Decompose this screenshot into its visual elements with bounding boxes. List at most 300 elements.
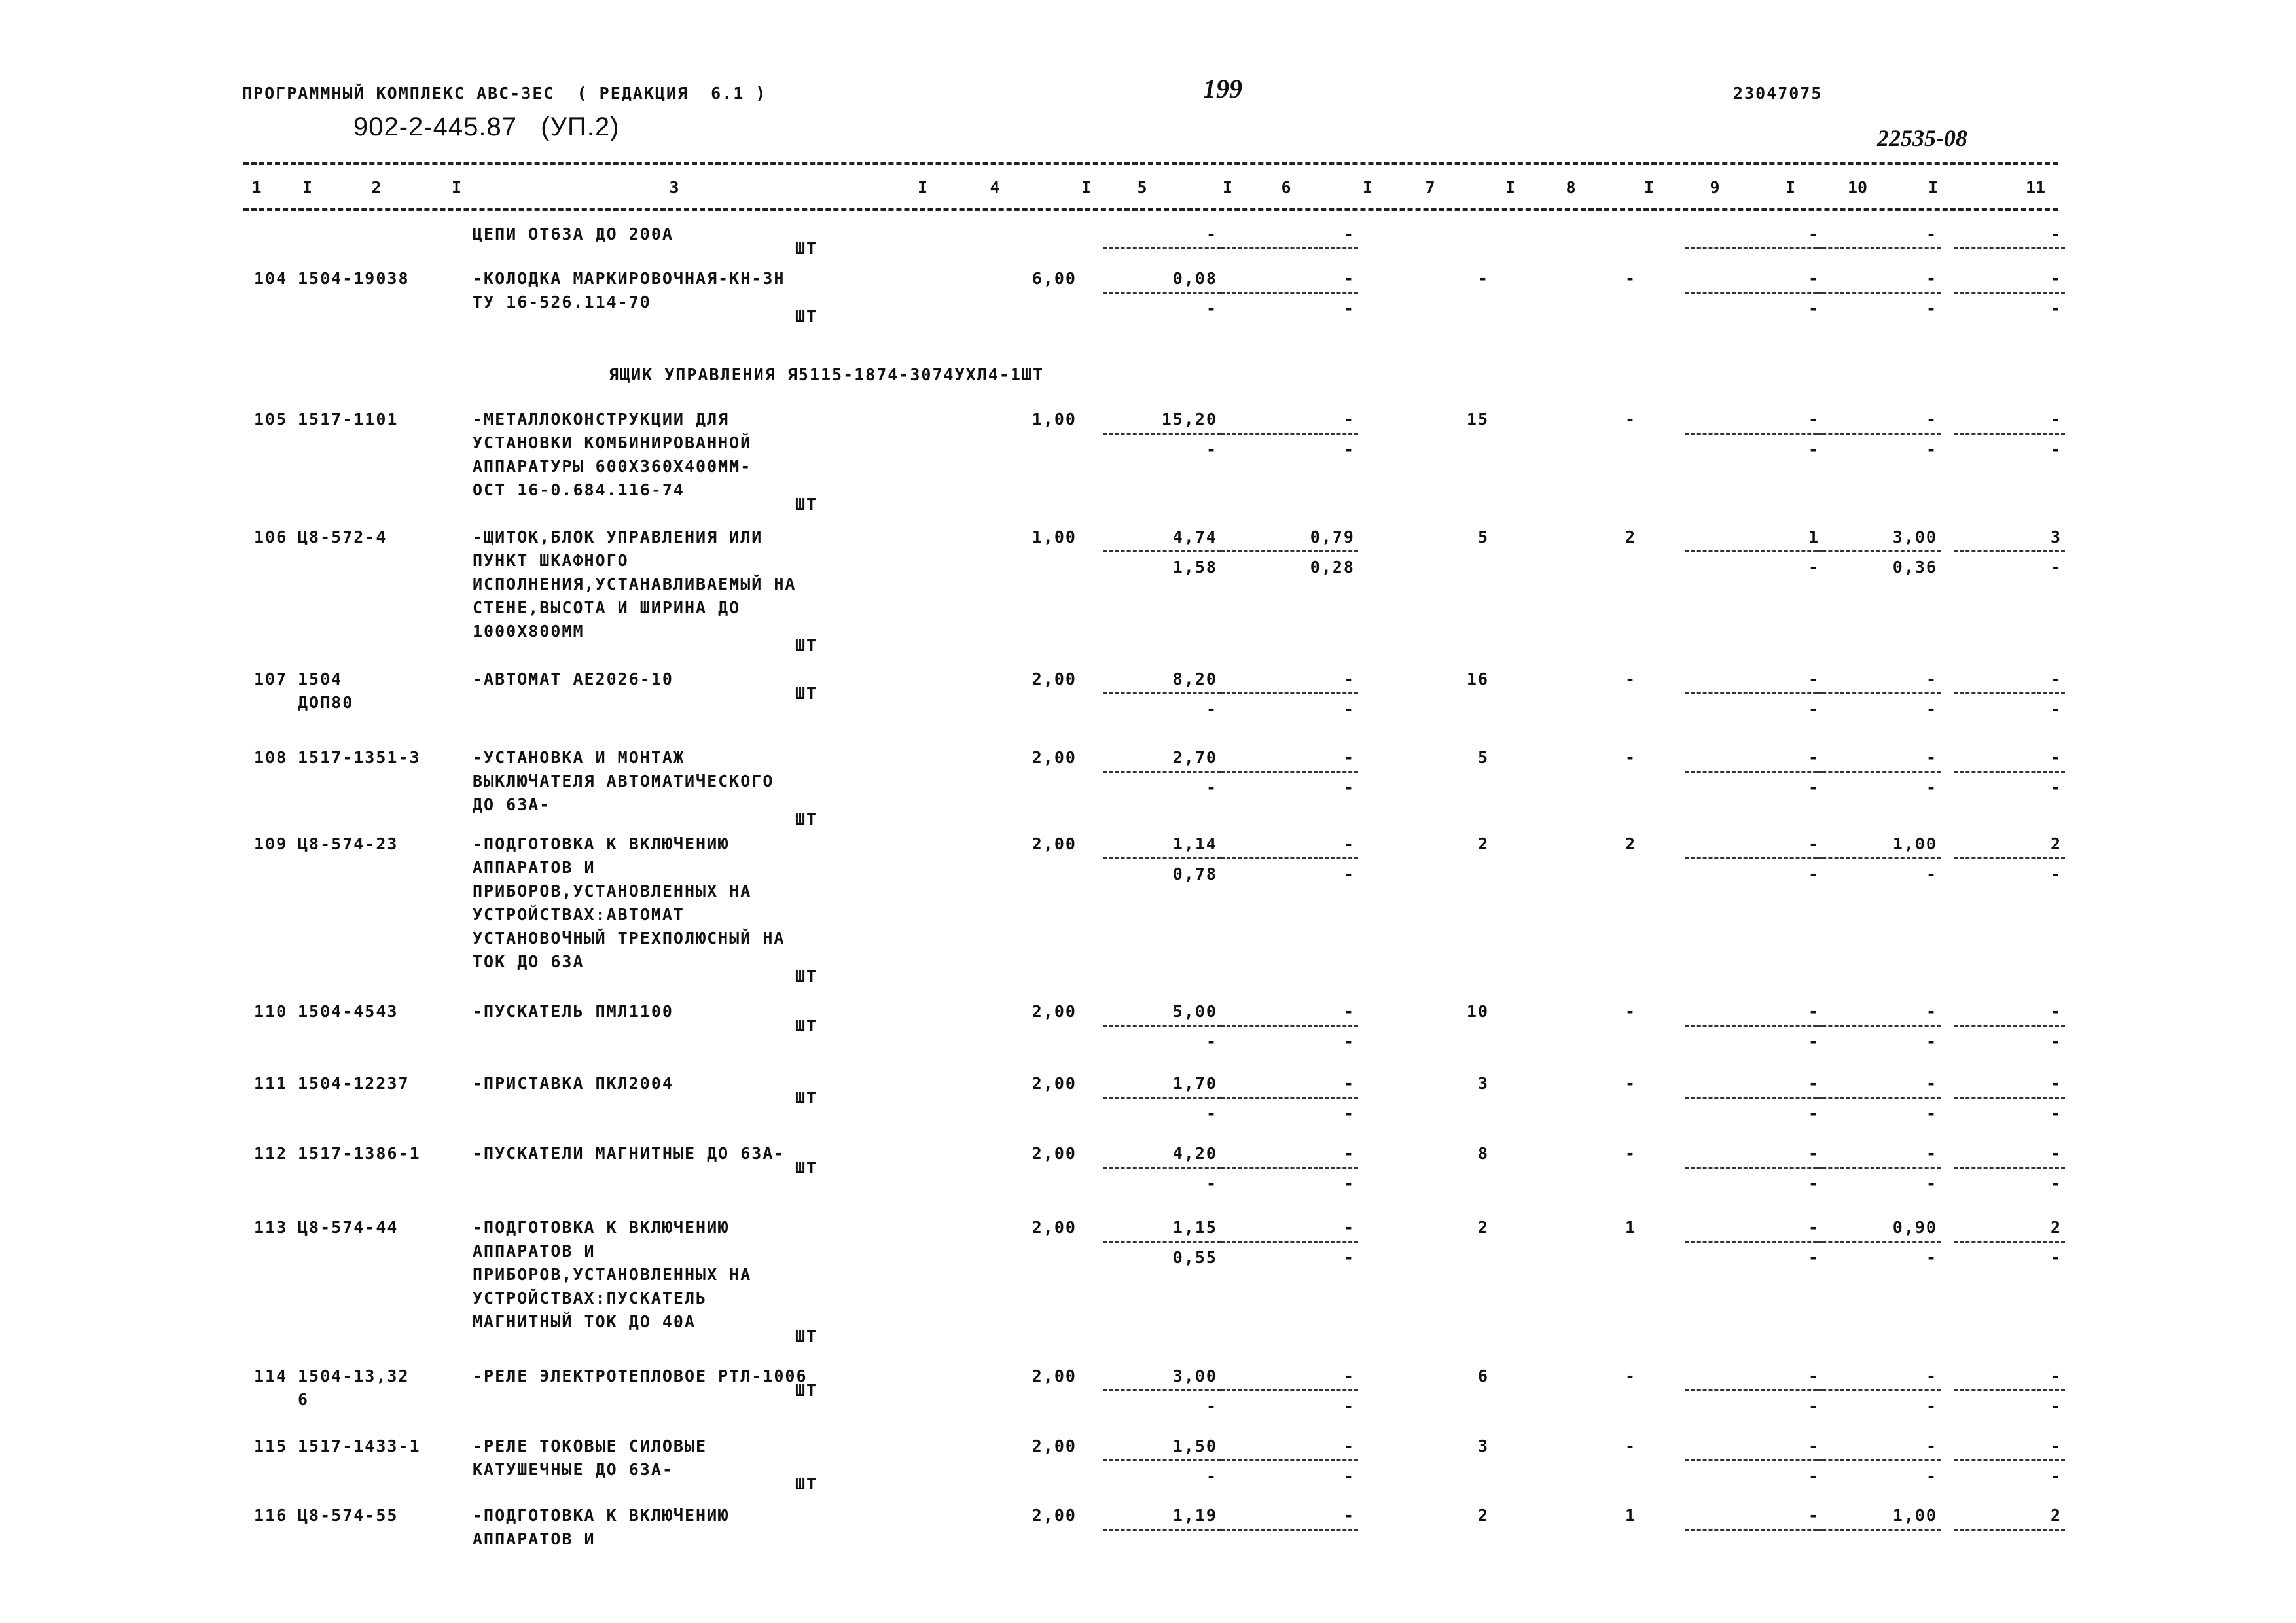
column-6-upper-value: 0,79 bbox=[1310, 527, 1355, 546]
column-10-lower-value: - bbox=[1926, 1104, 1937, 1123]
column-6-upper-value: - bbox=[1343, 224, 1355, 243]
item-description-line: ПУНКТ ШКАФНОГО bbox=[473, 551, 629, 570]
column-11-upper-value: - bbox=[2050, 224, 2062, 243]
column-5-lower-value: - bbox=[1206, 778, 1217, 797]
column-separator: I bbox=[1644, 178, 1655, 197]
column-9-lower-value: - bbox=[1808, 1174, 1820, 1193]
column-11-lower-value: - bbox=[2050, 778, 2062, 797]
column-9-upper-value: - bbox=[1808, 1506, 1820, 1525]
column-6-divider bbox=[1221, 771, 1358, 773]
column-9-upper-value: - bbox=[1808, 1002, 1820, 1021]
column-11-lower-value: - bbox=[2050, 299, 2062, 318]
item-description-line: УСТАНОВКИ КОМБИНИРОВАННОЙ bbox=[473, 433, 752, 452]
column-header-9: 9 bbox=[1710, 178, 1720, 197]
column-11-lower-value: - bbox=[2050, 1467, 2062, 1486]
column-9-lower-value: - bbox=[1808, 1397, 1820, 1416]
column-header-8: 8 bbox=[1566, 178, 1576, 197]
column-11-upper-value: - bbox=[2050, 410, 2062, 429]
item-description-line: -ПОДГОТОВКА К ВКЛЮЧЕНИЮ bbox=[473, 834, 730, 853]
column-5-divider bbox=[1103, 292, 1221, 294]
column-9-lower-value: - bbox=[1808, 440, 1820, 459]
column-4-value: 2,00 bbox=[1031, 1218, 1077, 1237]
column-6-lower-value: - bbox=[1343, 1397, 1355, 1416]
unit-of-measure: ШТ bbox=[795, 636, 818, 655]
item-description-line: -КОЛОДКА МАРКИРОВОЧНАЯ-КН-3Н bbox=[473, 269, 785, 288]
column-11-divider bbox=[1954, 247, 2065, 249]
column-header-7: 7 bbox=[1425, 178, 1435, 197]
column-9-divider bbox=[1685, 1241, 1823, 1243]
column-5-upper-value: 1,70 bbox=[1172, 1074, 1217, 1093]
column-6-upper-value: - bbox=[1343, 1506, 1355, 1525]
resource-code: 1517-1101 bbox=[298, 410, 399, 429]
item-description-line: -УСТАНОВКА И МОНТАЖ bbox=[473, 748, 685, 767]
column-8-value: - bbox=[1624, 669, 1636, 688]
column-11-upper-value: 3 bbox=[2050, 527, 2062, 546]
column-8-value: - bbox=[1624, 748, 1636, 767]
column-9-divider bbox=[1685, 433, 1823, 435]
column-11-upper-value: - bbox=[2050, 1436, 2062, 1455]
column-11-upper-value: - bbox=[2050, 669, 2062, 688]
column-6-upper-value: - bbox=[1343, 748, 1355, 767]
column-7-value: 15 bbox=[1466, 410, 1489, 429]
item-description-line: ИСПОЛНЕНИЯ,УСТАНАВЛИВАЕМЫЙ НА bbox=[473, 575, 797, 594]
column-9-divider bbox=[1685, 1529, 1823, 1531]
column-9-divider bbox=[1685, 1167, 1823, 1169]
row-number: 105 bbox=[254, 410, 288, 429]
column-11-lower-value: - bbox=[2050, 1248, 2062, 1267]
column-9-divider bbox=[1685, 247, 1823, 249]
column-separator: I bbox=[1505, 178, 1516, 197]
item-description-line: -ПОДГОТОВКА К ВКЛЮЧЕНИЮ bbox=[473, 1506, 730, 1525]
column-4-value: 1,00 bbox=[1031, 527, 1077, 546]
row-number: 116 bbox=[254, 1506, 288, 1525]
column-10-upper-value: - bbox=[1926, 1366, 1937, 1385]
column-10-lower-value: - bbox=[1926, 1248, 1937, 1267]
column-4-value: 1,00 bbox=[1031, 410, 1077, 429]
column-6-divider bbox=[1221, 1241, 1358, 1243]
column-6-upper-value: - bbox=[1343, 669, 1355, 688]
item-description-line: -ПРИСТАВКА ПКЛ2004 bbox=[473, 1074, 673, 1093]
column-8-value: - bbox=[1624, 1144, 1636, 1163]
column-11-upper-value: - bbox=[2050, 1144, 2062, 1163]
column-9-lower-value: - bbox=[1808, 865, 1820, 883]
column-5-lower-value: - bbox=[1206, 1104, 1217, 1123]
column-6-lower-value: - bbox=[1343, 778, 1355, 797]
column-11-divider bbox=[1954, 771, 2065, 773]
column-separator: I bbox=[1928, 178, 1939, 197]
column-9-divider bbox=[1685, 692, 1823, 694]
resource-code: 1517-1351-3 bbox=[298, 748, 421, 767]
column-5-divider bbox=[1103, 771, 1221, 773]
item-description-line: МАГНИТНЫЙ ТОК ДО 40А bbox=[473, 1312, 696, 1331]
item-description-line: -ПОДГОТОВКА К ВКЛЮЧЕНИЮ bbox=[473, 1218, 730, 1237]
column-5-upper-value: 2,70 bbox=[1172, 748, 1217, 767]
column-9-divider bbox=[1685, 1459, 1823, 1461]
column-5-lower-value: 1,58 bbox=[1172, 558, 1217, 577]
column-9-upper-value: - bbox=[1808, 748, 1820, 767]
column-6-divider bbox=[1221, 433, 1358, 435]
column-7-value: 2 bbox=[1477, 1218, 1489, 1237]
column-6-upper-value: - bbox=[1343, 1144, 1355, 1163]
column-5-lower-value: - bbox=[1206, 700, 1217, 719]
column-6-lower-value: - bbox=[1343, 700, 1355, 719]
resource-code: Ц8-574-55 bbox=[298, 1506, 399, 1525]
column-6-divider bbox=[1221, 292, 1358, 294]
column-11-lower-value: - bbox=[2050, 1104, 2062, 1123]
column-11-divider bbox=[1954, 1025, 2065, 1027]
item-description-line: УСТРОЙСТВАХ:ПУСКАТЕЛЬ bbox=[473, 1289, 708, 1308]
item-description-line: ВЫКЛЮЧАТЕЛЯ АВТОМАТИЧЕСКОГО bbox=[473, 772, 774, 791]
column-9-lower-value: - bbox=[1808, 1467, 1820, 1486]
column-11-upper-value: - bbox=[2050, 1002, 2062, 1021]
column-10-upper-value: - bbox=[1926, 748, 1937, 767]
column-7-value: 5 bbox=[1477, 748, 1489, 767]
item-description-line: 1000Х800ММ bbox=[473, 622, 584, 641]
column-4-value: 2,00 bbox=[1031, 748, 1077, 767]
resource-code: 1504 bbox=[298, 669, 343, 688]
item-description-line: -РЕЛЕ ЭЛЕКТРОТЕПЛОВОЕ РТЛ-1006 bbox=[473, 1366, 808, 1385]
column-9-upper-value: - bbox=[1808, 1366, 1820, 1385]
column-separator: I bbox=[1223, 178, 1233, 197]
column-5-upper-value: - bbox=[1206, 224, 1217, 243]
column-9-upper-value: - bbox=[1808, 224, 1820, 243]
column-10-divider bbox=[1816, 247, 1941, 249]
column-7-value: 16 bbox=[1466, 669, 1489, 688]
column-9-divider bbox=[1685, 857, 1823, 859]
column-separator: I bbox=[1081, 178, 1092, 197]
item-description-line: КАТУШЕЧНЫЕ ДО 63А- bbox=[473, 1460, 673, 1479]
column-10-upper-value: - bbox=[1926, 269, 1937, 288]
column-11-lower-value: - bbox=[2050, 1397, 2062, 1416]
column-11-lower-value: - bbox=[2050, 1032, 2062, 1051]
column-5-lower-value: - bbox=[1206, 1032, 1217, 1051]
column-10-divider bbox=[1816, 1167, 1941, 1169]
column-10-divider bbox=[1816, 1459, 1941, 1461]
column-11-divider bbox=[1954, 292, 2065, 294]
column-11-lower-value: - bbox=[2050, 440, 2062, 459]
column-9-lower-value: - bbox=[1808, 1248, 1820, 1267]
column-5-lower-value: - bbox=[1206, 1467, 1217, 1486]
section-heading: ЯЩИК УПРАВЛЕНИЯ Я5115-1874-3074УХЛ4-1ШТ bbox=[609, 365, 1044, 384]
column-5-upper-value: 1,14 bbox=[1172, 834, 1217, 853]
column-6-upper-value: - bbox=[1343, 834, 1355, 853]
column-10-upper-value: 3,00 bbox=[1892, 527, 1937, 546]
row-number: 110 bbox=[254, 1002, 288, 1021]
column-6-lower-value: - bbox=[1343, 1467, 1355, 1486]
column-6-divider bbox=[1221, 247, 1358, 249]
row-number: 115 bbox=[254, 1436, 288, 1455]
column-header-5: 5 bbox=[1137, 178, 1147, 197]
item-description-line: ПРИБОРОВ,УСТАНОВЛЕННЫХ НА bbox=[473, 882, 752, 901]
row-number: 104 bbox=[254, 269, 288, 288]
resource-code: 1504-13,32 bbox=[298, 1366, 410, 1385]
page-number: 199 bbox=[1203, 74, 1242, 103]
column-7-value: 2 bbox=[1477, 1506, 1489, 1525]
column-8-value: - bbox=[1624, 410, 1636, 429]
column-9-divider bbox=[1685, 550, 1823, 552]
column-9-upper-value: - bbox=[1808, 1074, 1820, 1093]
column-11-divider bbox=[1954, 433, 2065, 435]
column-10-divider bbox=[1816, 1241, 1941, 1243]
column-9-upper-value: - bbox=[1808, 834, 1820, 853]
unit-of-measure: ШТ bbox=[795, 1327, 818, 1346]
column-11-lower-value: - bbox=[2050, 558, 2062, 577]
column-11-lower-value: - bbox=[2050, 700, 2062, 719]
column-10-divider bbox=[1816, 292, 1941, 294]
resource-code: 1517-1433-1 bbox=[298, 1436, 421, 1455]
sheet-reference: 22535-08 bbox=[1877, 125, 1967, 151]
column-11-lower-value: - bbox=[2050, 865, 2062, 883]
column-6-upper-value: - bbox=[1343, 269, 1355, 288]
column-9-upper-value: - bbox=[1808, 269, 1820, 288]
column-9-divider bbox=[1685, 292, 1823, 294]
column-9-upper-value: 1 bbox=[1808, 527, 1820, 546]
column-5-divider bbox=[1103, 550, 1221, 552]
column-8-value: 2 bbox=[1624, 834, 1636, 853]
column-header-11: 11 bbox=[2025, 178, 2046, 197]
column-10-upper-value: - bbox=[1926, 1144, 1937, 1163]
column-10-lower-value: - bbox=[1926, 700, 1937, 719]
item-description-line: ДО 63А- bbox=[473, 795, 551, 814]
item-description-line: -ЩИТОК,БЛОК УПРАВЛЕНИЯ ИЛИ bbox=[473, 527, 763, 546]
row-number: 111 bbox=[254, 1074, 288, 1093]
column-6-upper-value: - bbox=[1343, 1002, 1355, 1021]
column-5-upper-value: 5,00 bbox=[1172, 1002, 1217, 1021]
column-10-lower-value: - bbox=[1926, 1174, 1937, 1193]
column-header-10: 10 bbox=[1847, 178, 1868, 197]
resource-code: 1504-4543 bbox=[298, 1002, 399, 1021]
column-9-divider bbox=[1685, 1097, 1823, 1099]
row-number: 107 bbox=[254, 669, 288, 688]
row-number: 106 bbox=[254, 527, 288, 546]
resource-code: Ц8-574-44 bbox=[298, 1218, 399, 1237]
column-4-value: 2,00 bbox=[1031, 1366, 1077, 1385]
column-5-upper-value: 1,19 bbox=[1172, 1506, 1217, 1525]
column-6-lower-value: - bbox=[1343, 299, 1355, 318]
column-separator: I bbox=[1363, 178, 1373, 197]
column-6-divider bbox=[1221, 1025, 1358, 1027]
resource-code-continued: ДОП80 bbox=[298, 693, 354, 712]
column-10-divider bbox=[1816, 692, 1941, 694]
resource-code: Ц8-572-4 bbox=[298, 527, 387, 546]
column-8-value: 2 bbox=[1624, 527, 1636, 546]
column-separator: I bbox=[452, 178, 462, 197]
column-5-divider bbox=[1103, 692, 1221, 694]
column-11-divider bbox=[1954, 1529, 2065, 1531]
column-11-upper-value: - bbox=[2050, 1366, 2062, 1385]
column-10-lower-value: 0,36 bbox=[1892, 558, 1937, 577]
column-9-lower-value: - bbox=[1808, 299, 1820, 318]
column-9-lower-value: - bbox=[1808, 778, 1820, 797]
unit-of-measure: ШТ bbox=[795, 239, 818, 258]
column-header-4: 4 bbox=[990, 178, 1000, 197]
column-9-lower-value: - bbox=[1808, 700, 1820, 719]
column-8-value: 1 bbox=[1624, 1218, 1636, 1237]
resource-code: Ц8-574-23 bbox=[298, 834, 399, 853]
column-4-value: 2,00 bbox=[1031, 1436, 1077, 1455]
column-5-divider bbox=[1103, 433, 1221, 435]
column-6-divider bbox=[1221, 692, 1358, 694]
column-8-value: - bbox=[1624, 1366, 1636, 1385]
column-6-lower-value: - bbox=[1343, 1032, 1355, 1051]
column-7-value: 6 bbox=[1477, 1366, 1489, 1385]
column-separator: I bbox=[302, 178, 313, 197]
row-number: 108 bbox=[254, 748, 288, 767]
column-9-divider bbox=[1685, 1025, 1823, 1027]
column-9-upper-value: - bbox=[1808, 1144, 1820, 1163]
column-9-upper-value: - bbox=[1808, 410, 1820, 429]
column-6-divider bbox=[1221, 1459, 1358, 1461]
column-header-6: 6 bbox=[1281, 178, 1291, 197]
column-5-upper-value: 4,74 bbox=[1172, 527, 1217, 546]
item-description-line: АППАРАТОВ И bbox=[473, 858, 596, 877]
item-description-line: АППАРАТУРЫ 600Х360Х400ММ- bbox=[473, 457, 752, 476]
program-title: ПРОГРАММНЫЙ КОМПЛЕКС АВС-3ЕС ( РЕДАКЦИЯ 6.1 ) bbox=[242, 84, 767, 103]
column-5-upper-value: 15,20 bbox=[1161, 410, 1217, 429]
column-11-upper-value: - bbox=[2050, 748, 2062, 767]
column-11-divider bbox=[1954, 857, 2065, 859]
column-5-divider bbox=[1103, 247, 1221, 249]
column-5-upper-value: 0,08 bbox=[1172, 269, 1217, 288]
column-11-divider bbox=[1954, 1097, 2065, 1099]
header-bottom-rule bbox=[243, 208, 2058, 211]
column-9-lower-value: - bbox=[1808, 558, 1820, 577]
unit-of-measure: ШТ bbox=[795, 1158, 818, 1177]
column-11-divider bbox=[1954, 1241, 2065, 1243]
column-6-upper-value: - bbox=[1343, 1366, 1355, 1385]
column-10-upper-value: - bbox=[1926, 1002, 1937, 1021]
column-separator: I bbox=[918, 178, 928, 197]
column-10-upper-value: - bbox=[1926, 224, 1937, 243]
column-9-divider bbox=[1685, 1389, 1823, 1391]
column-header-1: 1 bbox=[251, 178, 262, 197]
column-6-upper-value: - bbox=[1343, 1218, 1355, 1237]
item-description-line: -РЕЛЕ ТОКОВЫЕ СИЛОВЫЕ bbox=[473, 1436, 708, 1455]
column-5-divider bbox=[1103, 1097, 1221, 1099]
column-10-lower-value: - bbox=[1926, 299, 1937, 318]
column-5-lower-value: 0,55 bbox=[1172, 1248, 1217, 1267]
column-10-lower-value: - bbox=[1926, 1467, 1937, 1486]
resource-code: 1517-1386-1 bbox=[298, 1144, 421, 1163]
row-number: 112 bbox=[254, 1144, 288, 1163]
column-11-lower-value: - bbox=[2050, 1174, 2062, 1193]
column-5-lower-value: - bbox=[1206, 299, 1217, 318]
column-10-upper-value: - bbox=[1926, 1436, 1937, 1455]
doc-code: 23047075 bbox=[1733, 84, 1823, 103]
column-9-divider bbox=[1685, 771, 1823, 773]
unit-of-measure: ШТ bbox=[795, 1016, 818, 1035]
column-5-divider bbox=[1103, 1459, 1221, 1461]
resource-code-continued: 6 bbox=[298, 1390, 310, 1409]
column-10-divider bbox=[1816, 1529, 1941, 1531]
column-7-value: 3 bbox=[1477, 1436, 1489, 1455]
column-4-value: 2,00 bbox=[1031, 669, 1077, 688]
item-description-line: -ПУСКАТЕЛИ МАГНИТНЫЕ ДО 63А- bbox=[473, 1144, 785, 1163]
column-8-value: - bbox=[1624, 1002, 1636, 1021]
column-9-upper-value: - bbox=[1808, 669, 1820, 688]
column-11-upper-value: - bbox=[2050, 269, 2062, 288]
column-11-divider bbox=[1954, 550, 2065, 552]
column-5-divider bbox=[1103, 1529, 1221, 1531]
column-header-3: 3 bbox=[669, 178, 679, 197]
column-separator: I bbox=[1785, 178, 1796, 197]
column-6-upper-value: - bbox=[1343, 410, 1355, 429]
column-7-value: 10 bbox=[1466, 1002, 1489, 1021]
column-5-upper-value: 8,20 bbox=[1172, 669, 1217, 688]
item-description-line: УСТАНОВОЧНЫЙ ТРЕХПОЛЮСНЫЙ НА bbox=[473, 929, 785, 948]
column-11-upper-value: 2 bbox=[2050, 834, 2062, 853]
column-10-lower-value: - bbox=[1926, 440, 1937, 459]
column-11-upper-value: 2 bbox=[2050, 1506, 2062, 1525]
unit-of-measure: ШТ bbox=[795, 1088, 818, 1107]
column-6-divider bbox=[1221, 857, 1358, 859]
column-5-lower-value: - bbox=[1206, 1397, 1217, 1416]
column-7-value: 5 bbox=[1477, 527, 1489, 546]
column-10-upper-value: - bbox=[1926, 410, 1937, 429]
column-5-upper-value: 1,15 bbox=[1172, 1218, 1217, 1237]
column-11-upper-value: 2 bbox=[2050, 1218, 2062, 1237]
column-9-upper-value: - bbox=[1808, 1436, 1820, 1455]
item-description-line: СТЕНЕ,ВЫСОТА И ШИРИНА ДО bbox=[473, 598, 741, 617]
column-8-value: 1 bbox=[1624, 1506, 1636, 1525]
column-10-upper-value: 1,00 bbox=[1892, 834, 1937, 853]
column-6-divider bbox=[1221, 1389, 1358, 1391]
row-number: 109 bbox=[254, 834, 288, 853]
column-10-divider bbox=[1816, 1389, 1941, 1391]
item-description-line: -МЕТАЛЛОКОНСТРУКЦИИ ДЛЯ bbox=[473, 410, 730, 429]
resource-code: 1504-19038 bbox=[298, 269, 410, 288]
column-6-lower-value: 0,28 bbox=[1310, 558, 1355, 577]
column-10-upper-value: - bbox=[1926, 1074, 1937, 1093]
column-10-lower-value: - bbox=[1926, 778, 1937, 797]
column-7-value: 3 bbox=[1477, 1074, 1489, 1093]
item-description-line: ОСТ 16-0.684.116-74 bbox=[473, 480, 685, 499]
row-number: 114 bbox=[254, 1366, 288, 1385]
header-top-rule bbox=[243, 162, 2058, 165]
column-header-2: 2 bbox=[371, 178, 382, 197]
item-description-line: УСТРОЙСТВАХ:АВТОМАТ bbox=[473, 905, 685, 924]
column-5-lower-value: - bbox=[1206, 440, 1217, 459]
column-6-lower-value: - bbox=[1343, 865, 1355, 883]
column-11-divider bbox=[1954, 1389, 2065, 1391]
column-5-upper-value: 4,20 bbox=[1172, 1144, 1217, 1163]
column-11-divider bbox=[1954, 1459, 2065, 1461]
column-11-upper-value: - bbox=[2050, 1074, 2062, 1093]
column-6-lower-value: - bbox=[1343, 1248, 1355, 1267]
column-6-lower-value: - bbox=[1343, 1104, 1355, 1123]
item-description-line: АППАРАТОВ И bbox=[473, 1529, 596, 1548]
column-5-divider bbox=[1103, 1025, 1221, 1027]
item-description-line: ТУ 16-526.114-70 bbox=[473, 293, 651, 312]
unit-of-measure: ШТ bbox=[795, 684, 818, 703]
unit-of-measure: ШТ bbox=[795, 1381, 818, 1400]
item-description-line: -АВТОМАТ АЕ2026-10 bbox=[473, 669, 673, 688]
column-9-upper-value: - bbox=[1808, 1218, 1820, 1237]
column-10-divider bbox=[1816, 1097, 1941, 1099]
column-5-divider bbox=[1103, 1167, 1221, 1169]
column-11-divider bbox=[1954, 692, 2065, 694]
column-10-upper-value: 1,00 bbox=[1892, 1506, 1937, 1525]
column-8-value: - bbox=[1624, 1436, 1636, 1455]
column-5-upper-value: 3,00 bbox=[1172, 1366, 1217, 1385]
item-description-line: ЦЕПИ ОТ63А ДО 200А bbox=[473, 224, 673, 243]
column-4-value: 2,00 bbox=[1031, 1002, 1077, 1021]
column-10-upper-value: 0,90 bbox=[1892, 1218, 1937, 1237]
column-6-lower-value: - bbox=[1343, 440, 1355, 459]
column-10-upper-value: - bbox=[1926, 669, 1937, 688]
item-description-line: -ПУСКАТЕЛЬ ПМЛ1100 bbox=[473, 1002, 673, 1021]
column-10-divider bbox=[1816, 771, 1941, 773]
